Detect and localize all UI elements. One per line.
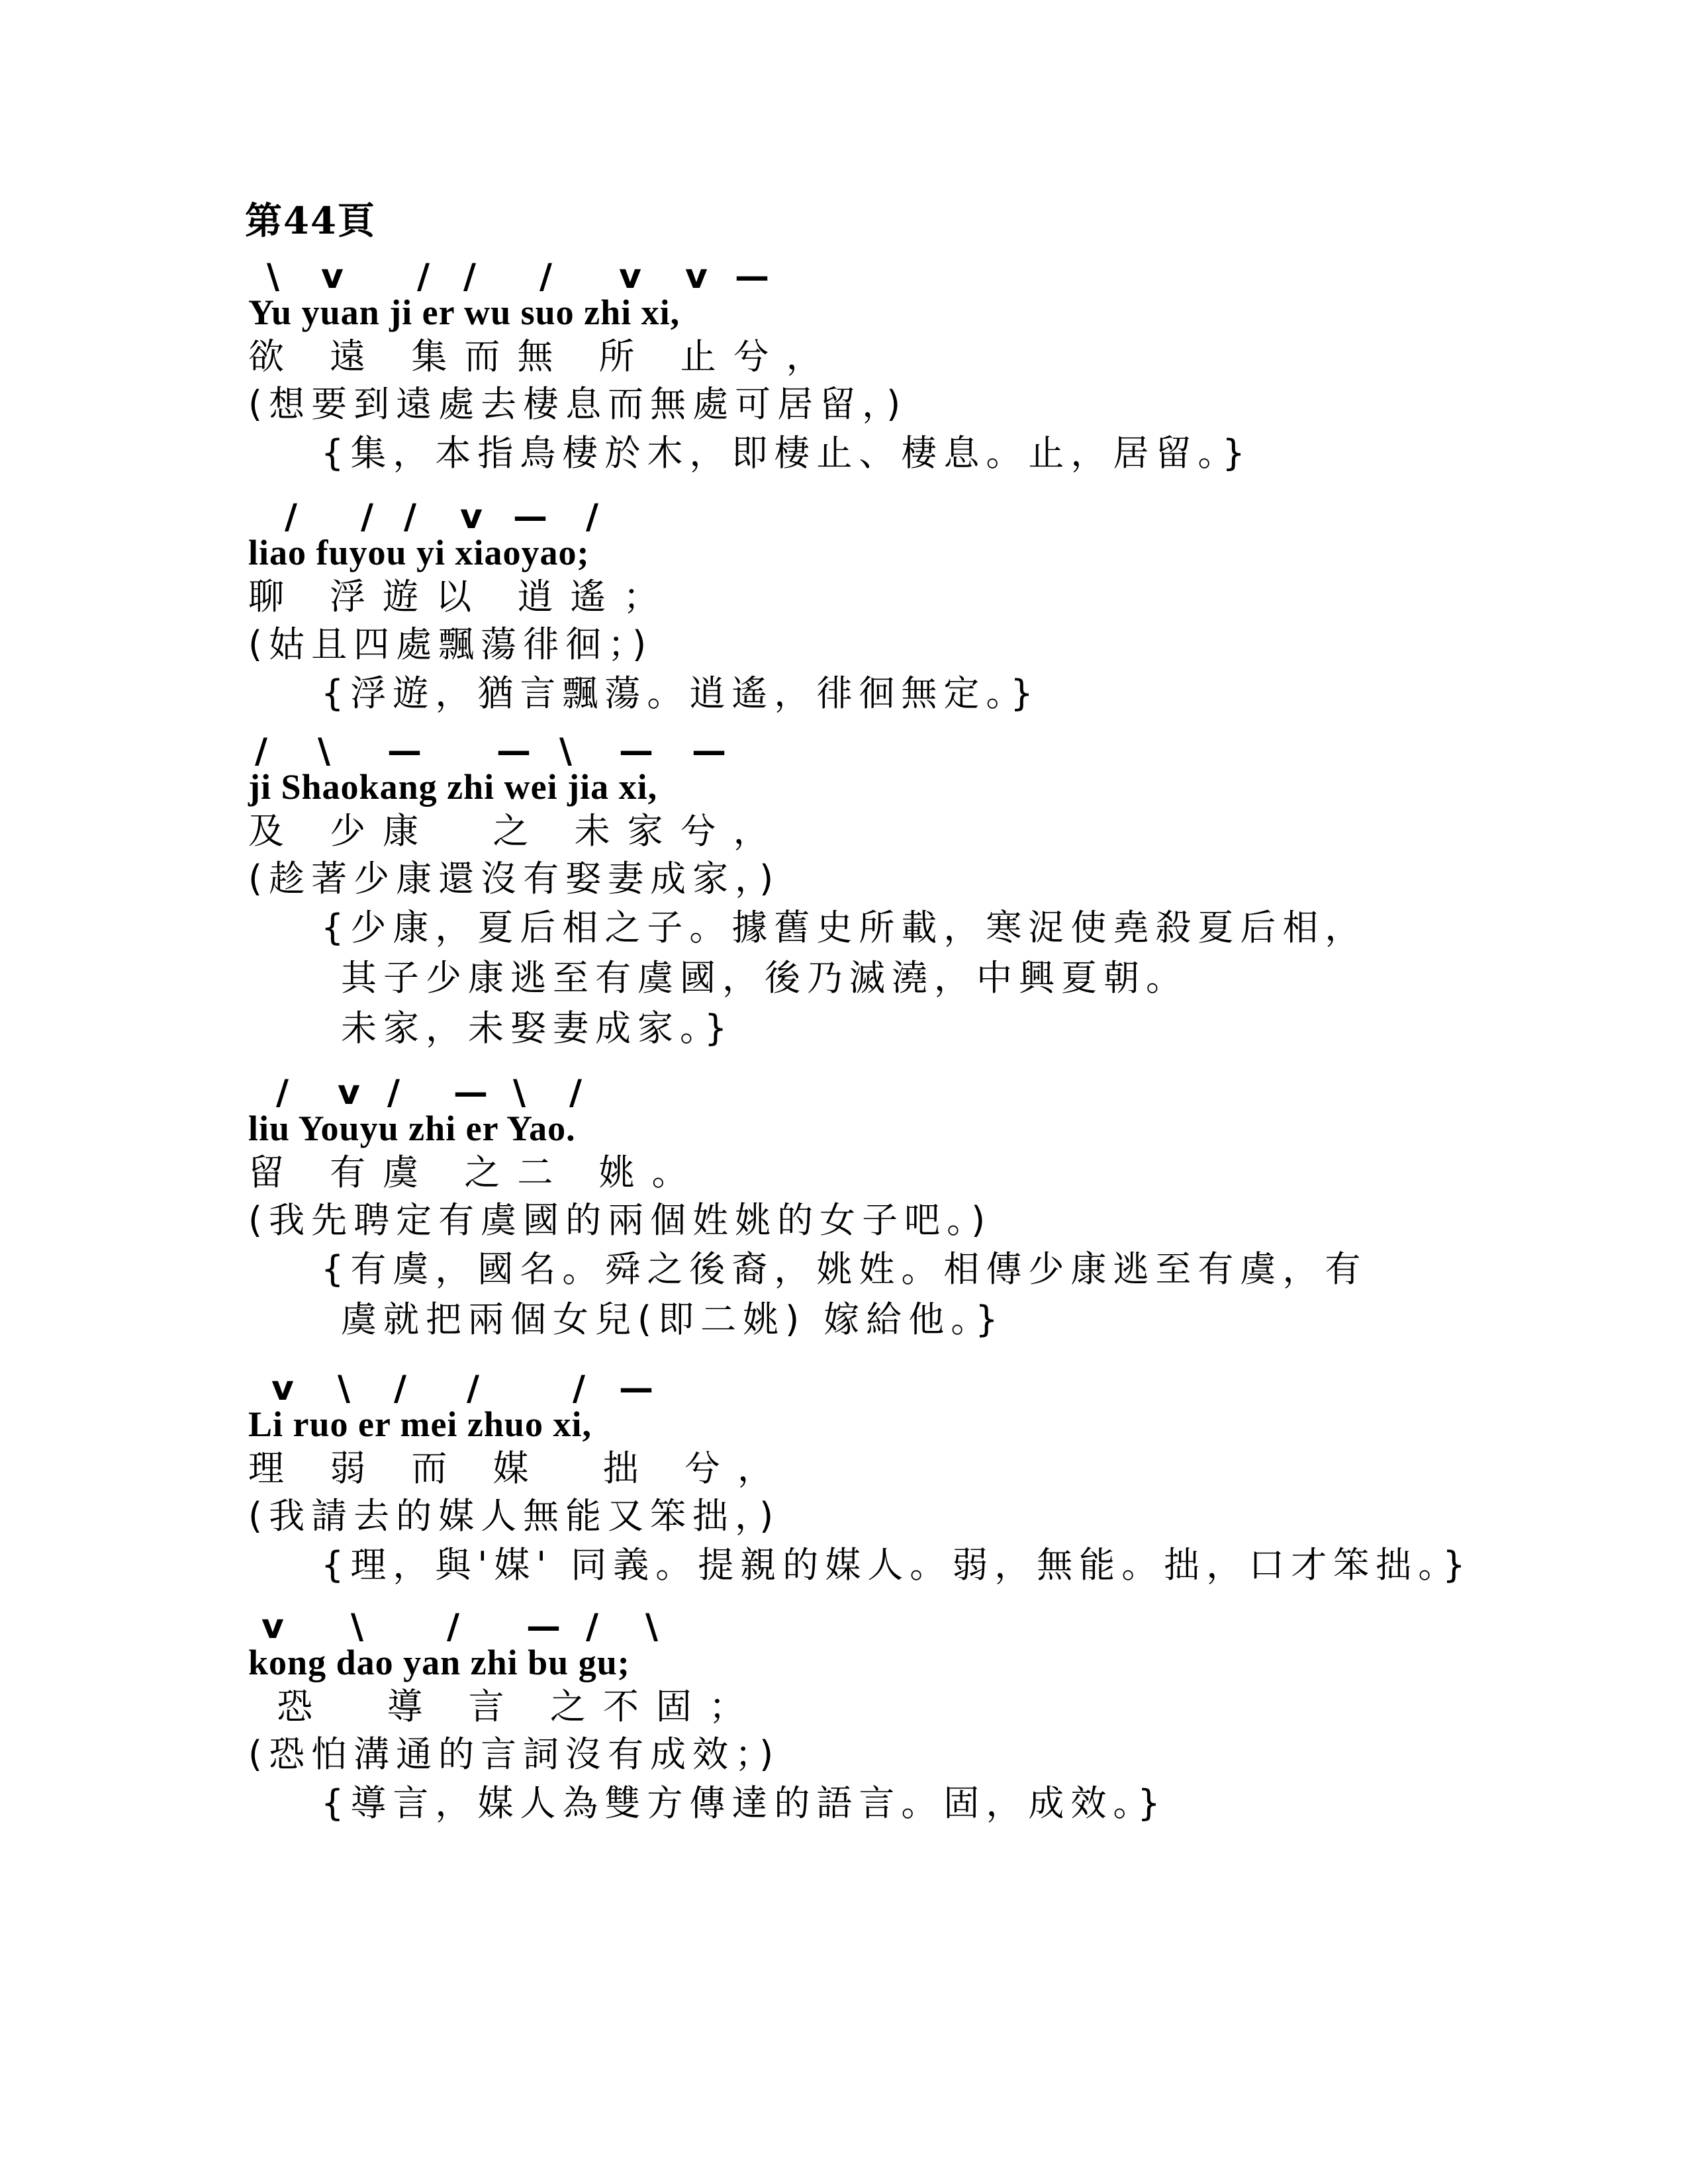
tone-mark: — xyxy=(496,731,531,771)
tone-mark: / xyxy=(361,497,373,537)
tone-mark: / xyxy=(276,1073,289,1113)
tone-mark: v xyxy=(619,257,641,296)
tone-mark: / xyxy=(573,1369,585,1408)
tone-mark: / xyxy=(394,1369,406,1408)
tone-mark: v xyxy=(321,257,344,296)
pinyin-line: liao fuyou yi xiaoyao; xyxy=(248,533,590,572)
chinese-verse-line: 及 少康 之 未家兮， xyxy=(248,810,786,852)
tone-mark: \ xyxy=(338,1369,350,1408)
tone-mark: v xyxy=(685,257,708,296)
page-title: 第44頁 xyxy=(245,199,376,243)
tone-mark: / xyxy=(586,497,598,537)
tone-mark: — xyxy=(692,731,726,771)
tone-mark: / xyxy=(417,257,430,296)
translation-line: (姑且四處飄蕩徘徊；) xyxy=(248,623,653,665)
tone-mark: — xyxy=(735,257,769,296)
chinese-verse-line: 理 弱 而 媒 拙 兮， xyxy=(248,1447,790,1489)
pinyin-line: Li ruo er mei zhuo xi, xyxy=(248,1404,592,1444)
verse-stanza xyxy=(248,497,1506,719)
tone-mark: / xyxy=(285,497,297,537)
tone-mark: v xyxy=(271,1369,294,1408)
tone-mark: / xyxy=(255,731,267,771)
verse-stanza xyxy=(248,731,1506,1054)
pinyin-line: kong dao yan zhi bu gu; xyxy=(248,1643,630,1682)
translation-line: (恐怕溝通的言詞沒有成效；) xyxy=(248,1733,780,1775)
verse-stanza xyxy=(248,1073,1506,1345)
tone-mark: v xyxy=(261,1607,284,1647)
annotation-note: 未家，未娶妻成家。} xyxy=(341,1007,734,1049)
tone-mark: / xyxy=(463,257,476,296)
tone-mark: / xyxy=(447,1607,459,1647)
tone-mark: / xyxy=(539,257,552,296)
tone-mark: / xyxy=(586,1607,598,1647)
annotation-note: 虞就把兩個女兒(即二姚) 嫁給他。} xyxy=(341,1298,1005,1340)
tone-marks xyxy=(248,257,1175,296)
tone-mark: — xyxy=(619,731,653,771)
tone-mark: v xyxy=(460,497,483,537)
annotation-note: {有虞，國名。舜之後裔，姚姓。相傳少康逃至有虞，有 xyxy=(321,1248,1368,1290)
tone-mark: — xyxy=(619,1369,653,1408)
annotation-note: {少康，夏后相之子。據舊史所載，寒浞使堯殺夏后相， xyxy=(321,907,1368,948)
tone-mark: — xyxy=(513,497,547,537)
chinese-verse-line: 恐 導 言 之不固； xyxy=(248,1686,762,1727)
tone-mark: \ xyxy=(351,1607,363,1647)
annotation-note: {浮遊，猶言飄蕩。逍遙，徘徊無定。} xyxy=(321,672,1040,714)
tone-mark: / xyxy=(467,1369,479,1408)
tone-marks xyxy=(248,731,1175,771)
annotation-note: {集，本指鳥棲於木，即棲止、棲息。止，居留。} xyxy=(321,432,1252,474)
tone-mark: \ xyxy=(267,257,279,296)
tone-mark: \ xyxy=(318,731,330,771)
annotation-note: {導言，媒人為雙方傳達的語言。固，成效。} xyxy=(321,1782,1167,1824)
chinese-verse-line: 聊 浮遊以 逍遙； xyxy=(248,576,677,617)
tone-marks xyxy=(248,497,1175,537)
tone-mark: \ xyxy=(559,731,572,771)
tone-mark: \ xyxy=(645,1607,658,1647)
translation-line: (我先聘定有虞國的兩個姓姚的女子吧。) xyxy=(248,1199,992,1241)
translation-line: (我請去的媒人無能又笨拙，) xyxy=(248,1495,780,1537)
verse-stanza xyxy=(248,257,1506,478)
translation-line: (趁著少康還沒有娶妻成家，) xyxy=(248,858,780,899)
annotation-note: 其子少康逃至有虞國，後乃滅澆，中興夏朝。 xyxy=(341,957,1188,999)
pinyin-line: liu Youyu zhi er Yao. xyxy=(248,1109,576,1148)
chinese-verse-line: 留 有虞 之二 姚。 xyxy=(248,1152,705,1193)
tone-mark: / xyxy=(404,497,416,537)
annotation-note: {理，與'媒' 同義。提親的媒人。弱，無能。拙，口才笨拙。} xyxy=(321,1544,1472,1586)
tone-mark: / xyxy=(387,1073,400,1113)
translation-line: (想要到遠處去棲息而無處可居留，) xyxy=(248,383,908,425)
pinyin-line: Yu yuan ji er wu suo zhi xi, xyxy=(248,293,680,332)
tone-mark: — xyxy=(387,731,422,771)
tone-marks xyxy=(248,1073,1175,1113)
verse-stanza xyxy=(248,1607,1506,1829)
tone-mark: — xyxy=(453,1073,488,1113)
pinyin-line: ji Shaokang zhi wei jia xi, xyxy=(248,767,658,807)
tone-mark: \ xyxy=(513,1073,526,1113)
chinese-verse-line: 欲 遠 集而無 所 止兮， xyxy=(248,336,839,377)
tone-mark: v xyxy=(338,1073,360,1113)
verse-stanza xyxy=(248,1369,1506,1590)
tone-marks xyxy=(248,1369,1175,1408)
tone-marks xyxy=(248,1607,1175,1647)
tone-mark: / xyxy=(569,1073,582,1113)
tone-mark: — xyxy=(526,1607,561,1647)
